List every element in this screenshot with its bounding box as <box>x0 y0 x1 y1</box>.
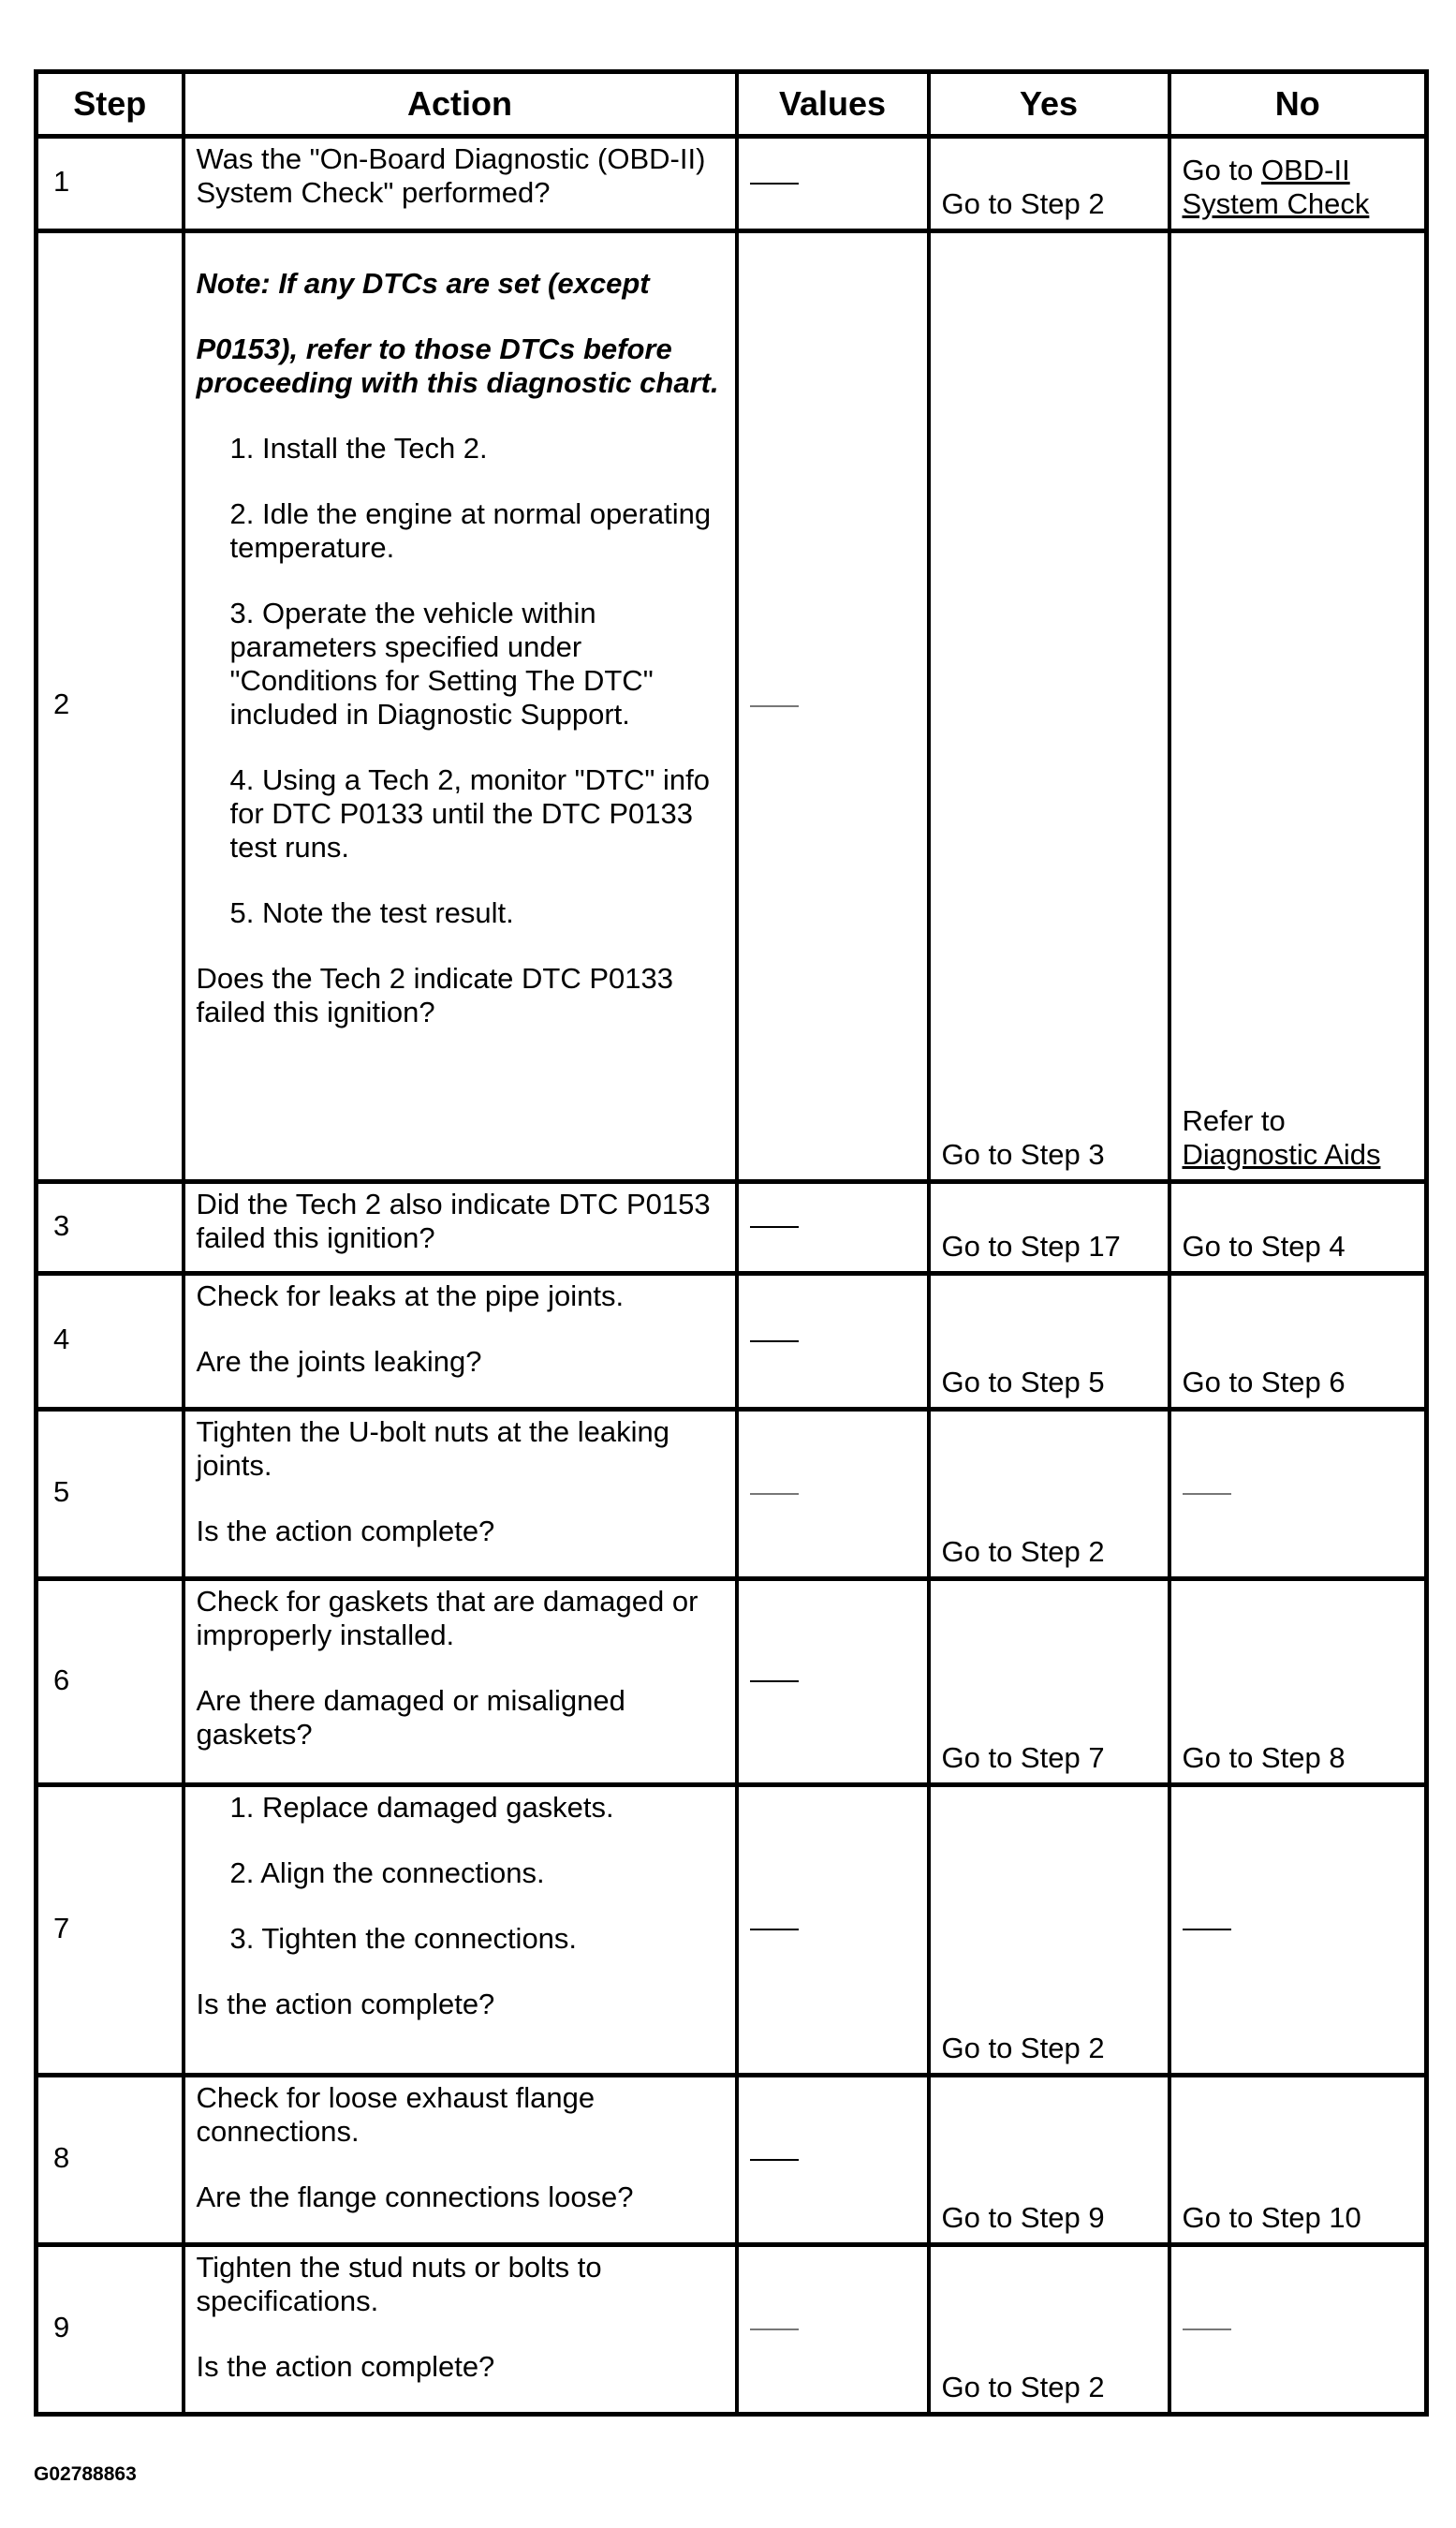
action-cell <box>184 2245 737 2415</box>
table-row <box>37 1579 1427 1785</box>
action-substep: 2. Idle the engine at normal operating temperature. <box>229 497 712 564</box>
action-substep: 4. Using a Tech 2, monitor "DTC" info for DTC P0133 until the DTC P0133 test runs. <box>229 763 710 864</box>
action-text: Check for gaskets that are damaged or improperly installed. <box>196 1585 699 1651</box>
no-text: Refer to <box>1182 1104 1286 1137</box>
action-question: Is the action complete? <box>196 1988 495 2020</box>
yes-cell: Go to Step 17 <box>929 1182 1169 1274</box>
action-text: Check for leaks at the pipe joints. <box>196 1279 625 1312</box>
table-row <box>37 137 1427 231</box>
action-substep: 1. Replace damaged gaskets. <box>229 1791 614 1824</box>
no-cell <box>1169 231 1427 1182</box>
values-dash <box>750 183 799 185</box>
values-cell <box>737 2076 929 2245</box>
header-row <box>37 72 1427 137</box>
action-cell <box>184 1579 737 1785</box>
values-dash <box>750 1340 799 1342</box>
no-text: Go to <box>1182 154 1254 186</box>
action-question: Are the joints leaking? <box>196 1345 482 1378</box>
table-row <box>37 1274 1427 1410</box>
header-action: Action <box>184 72 737 137</box>
yes-cell: Go to Step 3 <box>929 231 1169 1182</box>
values-dash <box>750 1226 799 1228</box>
action-text: Check for loose exhaust flange connections. <box>196 2081 596 2148</box>
step-number: 2 <box>37 231 184 1182</box>
yes-cell: Go to Step 2 <box>929 1785 1169 2076</box>
yes-cell: Go to Step 9 <box>929 2076 1169 2245</box>
action-cell <box>184 1182 737 1274</box>
table-row <box>37 1410 1427 1579</box>
values-dash <box>750 2328 799 2330</box>
action-text: Tighten the stud nuts or bolts to specifications. <box>196 2251 602 2317</box>
no-cell: Go to Step 8 <box>1169 1579 1427 1785</box>
yes-cell: Go to Step 2 <box>929 2245 1169 2415</box>
no-cell: Go to Step 4 <box>1169 1182 1427 1274</box>
figure-id: G02788863 <box>34 2463 137 2485</box>
action-substep: 3. Operate the vehicle within parameters specified under "Conditions for Setting The DTC" included in Diagnostic Support. <box>229 597 654 731</box>
action-cell <box>184 1274 737 1410</box>
action-text: Was the "On-Board Diagnostic (OBD-II) System Check" performed? <box>196 142 706 209</box>
yes-cell: Go to Step 2 <box>929 137 1169 231</box>
action-cell <box>184 1410 737 1579</box>
action-question: Is the action complete? <box>196 2350 495 2383</box>
table-row <box>37 1182 1427 1274</box>
note-text: P0153), refer to those DTCs before proceeding with this diagnostic chart. <box>196 333 719 399</box>
header-no: No <box>1169 72 1427 137</box>
values-dash <box>750 1680 799 1682</box>
step-number: 4 <box>37 1274 184 1410</box>
table-row <box>37 2076 1427 2245</box>
action-cell <box>184 2076 737 2245</box>
no-cell: Go to Step 10 <box>1169 2076 1427 2245</box>
values-dash <box>750 2159 799 2161</box>
action-question: Are there damaged or misaligned gaskets? <box>196 1684 625 1751</box>
step-number: 6 <box>37 1579 184 1785</box>
table-row <box>37 2245 1427 2415</box>
step-number: 3 <box>37 1182 184 1274</box>
values-dash <box>750 1929 799 1930</box>
table-row <box>37 1785 1427 2076</box>
action-substep: 3. Tighten the connections. <box>229 1922 578 1955</box>
obd-ii-system-check-link[interactable]: OBD-II System Check <box>1182 154 1370 220</box>
values-cell <box>737 1579 929 1785</box>
no-cell <box>1169 1785 1427 2076</box>
values-cell <box>737 137 929 231</box>
step-number: 7 <box>37 1785 184 2076</box>
action-question: Are the flange connections loose? <box>196 2181 634 2213</box>
values-cell <box>737 1274 929 1410</box>
action-cell <box>184 137 737 231</box>
diagnostic-table <box>34 69 1429 2417</box>
no-cell <box>1169 137 1427 231</box>
action-cell <box>184 231 737 1182</box>
header-yes: Yes <box>929 72 1169 137</box>
values-dash <box>750 1493 799 1495</box>
action-text: Tighten the U-bolt nuts at the leaking joints. <box>196 1415 669 1482</box>
step-number: 1 <box>37 137 184 231</box>
action-substep: 2. Align the connections. <box>229 1856 545 1889</box>
action-text: Did the Tech 2 also indicate DTC P0153 failed this ignition? <box>196 1188 711 1254</box>
no-cell: Go to Step 6 <box>1169 1274 1427 1410</box>
table-row <box>37 231 1427 1182</box>
note-text: Note: If any DTCs are set (except <box>196 267 650 300</box>
values-cell <box>737 1785 929 2076</box>
yes-cell: Go to Step 2 <box>929 1410 1169 1579</box>
values-cell <box>737 231 929 1182</box>
action-question: Is the action complete? <box>196 1515 495 1547</box>
values-cell <box>737 1182 929 1274</box>
action-substep: 1. Install the Tech 2. <box>229 432 488 465</box>
step-number: 9 <box>37 2245 184 2415</box>
no-dash <box>1183 1493 1231 1495</box>
action-question: Does the Tech 2 indicate DTC P0133 failed this ignition? <box>196 962 674 1028</box>
values-cell <box>737 1410 929 1579</box>
yes-cell: Go to Step 5 <box>929 1274 1169 1410</box>
action-cell <box>184 1785 737 2076</box>
values-dash <box>750 705 799 707</box>
no-dash <box>1183 2328 1231 2330</box>
action-substep: 5. Note the test result. <box>229 896 514 929</box>
values-cell <box>737 2245 929 2415</box>
header-values: Values <box>737 72 929 137</box>
yes-cell: Go to Step 7 <box>929 1579 1169 1785</box>
no-dash <box>1183 1929 1231 1930</box>
diagnostic-aids-link[interactable]: Diagnostic Aids <box>1182 1138 1381 1171</box>
step-number: 8 <box>37 2076 184 2245</box>
no-cell <box>1169 2245 1427 2415</box>
header-step: Step <box>37 72 184 137</box>
step-number: 5 <box>37 1410 184 1579</box>
no-cell <box>1169 1410 1427 1579</box>
